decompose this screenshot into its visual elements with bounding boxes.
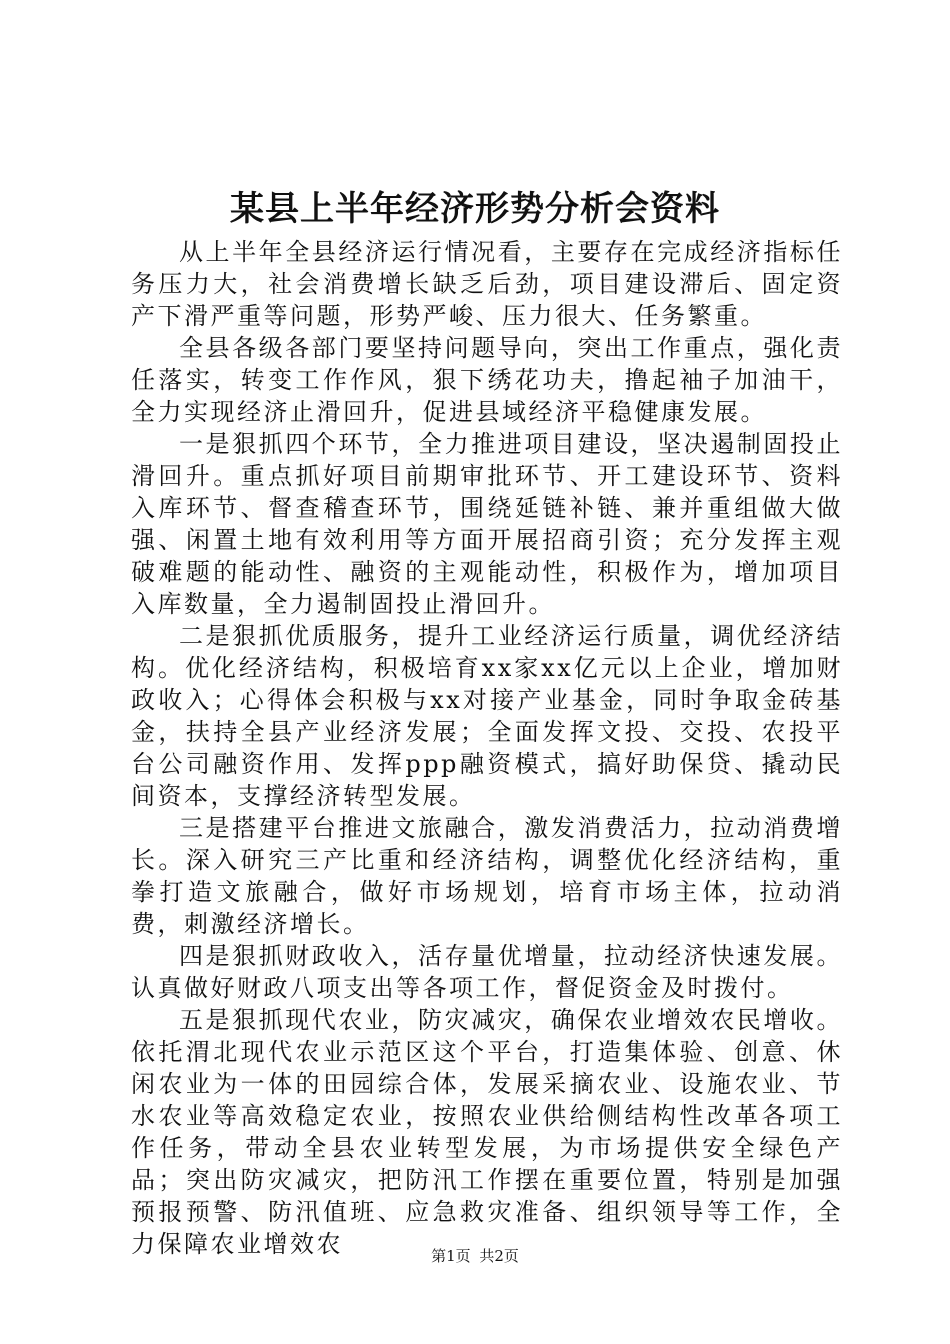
paragraph-item-2: 二是狠抓优质服务，提升工业经济运行质量，调优经济结构。优化经济结构，积极培育xx家xx亿元以上企业，增加财政收入；心得体会积极与xx对接产业基金，同时争取金砖基金，扶持全县产业经济发展；全面发挥文投、交投、农投平台公司融资作用、发挥ppp融资模式，搞好助保贷、撬动民间资本，支撑经济转型发展。 bbox=[131, 622, 843, 810]
page-number-total: 共2页 bbox=[479, 1247, 519, 1265]
page-number-current: 第1页 bbox=[431, 1247, 471, 1265]
paragraph-item-3: 三是搭建平台推进文旅融合，激发消费活力，拉动消费增长。深入研究三产比重和经济结构，调整优化经济结构，重拳打造文旅融合，做好市场规划，培育市场主体，拉动消费，刺激经济增长。 bbox=[131, 814, 843, 938]
document-body bbox=[131, 236, 843, 1260]
paragraph-item-4: 四是狠抓财政收入，活存量优增量，拉动经济快速发展。认真做好财政八项支出等各项工作，督促资金及时拨付。 bbox=[131, 942, 843, 1002]
paragraph-item-1: 一是狠抓四个环节，全力推进项目建设，坚决遏制固投止滑回升。重点抓好项目前期审批环节、开工建设环节、资料入库环节、督查稽查环节，围绕延链补链、兼并重组做大做强、闲置土地有效利用等方面开展招商引资；充分发挥主观破难题的能动性、融资的主观能动性，积极作为，增加项目入库数量，全力遏制固投止滑回升。 bbox=[131, 430, 843, 618]
paragraph-overview: 从上半年全县经济运行情况看，主要存在完成经济指标任务压力大，社会消费增长缺乏后劲，项目建设滞后、固定资产下滑严重等问题，形势严峻、压力很大、任务繁重。 bbox=[131, 238, 843, 330]
paragraph-requirements: 全县各级各部门要坚持问题导向，突出工作重点，强化责任落实，转变工作作风，狠下绣花功夫，撸起袖子加油干，全力实现经济止滑回升，促进县域经济平稳健康发展。 bbox=[131, 334, 843, 426]
document-title: 某县上半年经济形势分析会资料 bbox=[230, 189, 720, 229]
paragraph-item-5: 五是狠抓现代农业，防灾减灾，确保农业增效农民增收。依托渭北现代农业示范区这个平台，打造集体验、创意、休闲农业为一体的田园综合体，发展采摘农业、设施农业、节水农业等高效稳定农业，按照农业供给侧结构性改革各项工作任务，带动全县农业转型发展，为市场提供安全绿色产品；突出防灾减灾，把防汛工作摆在重要位置，特别是加强预报预警、防汛值班、应急救灾准备、组织领导等工作，全力保障农业增效农 bbox=[131, 1006, 843, 1258]
page-footer bbox=[0, 1246, 950, 1266]
